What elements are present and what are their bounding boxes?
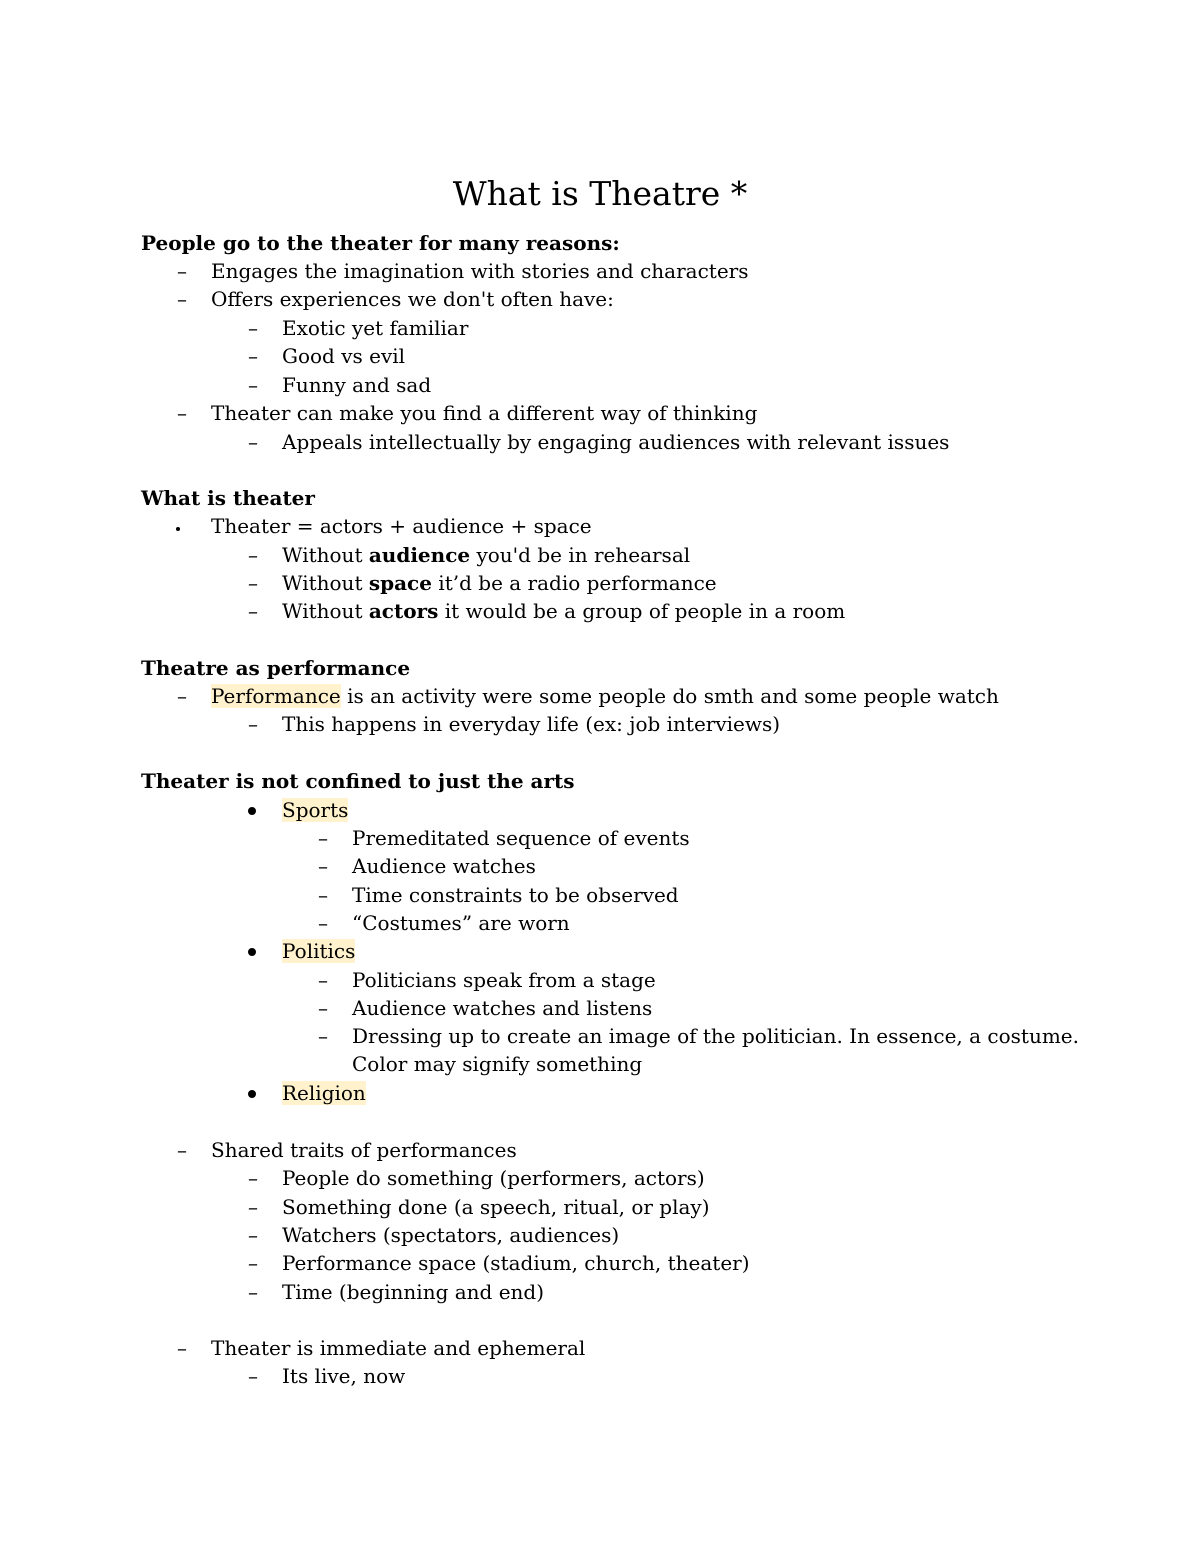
dash-marker: – (177, 1138, 187, 1162)
list-item (282, 937, 355, 965)
bullet-dot (248, 948, 256, 956)
section-heading-reasons: People go to the theater for many reasons: (141, 231, 620, 255)
list-item (282, 541, 690, 569)
dash-marker: – (248, 1166, 258, 1190)
list-item: Its live, now (282, 1364, 406, 1388)
dash-marker: – (318, 911, 328, 935)
list-item: Watchers (spectators, audiences) (282, 1223, 620, 1247)
dash-marker: – (177, 287, 187, 311)
list-item: Theater = actors + audience + space (211, 514, 592, 538)
dash-marker: – (177, 684, 187, 708)
list-item: Time constraints to be observed (352, 883, 679, 907)
page-title: What is Theatre * (452, 174, 748, 213)
list-item: Time (beginning and end) (282, 1280, 545, 1304)
list-item: Exotic yet familiar (282, 316, 469, 340)
list-item (282, 796, 348, 824)
dash-marker: – (318, 1024, 328, 1048)
highlighted-text: Sports (282, 798, 349, 822)
dash-marker: – (248, 571, 258, 595)
dash-marker: – (248, 712, 258, 736)
dash-marker: – (248, 1195, 258, 1219)
list-item: Theater can make you find a different way of thinking (211, 401, 758, 425)
bold-text: audience (368, 543, 471, 567)
bold-text: space (368, 571, 432, 595)
list-item (211, 682, 999, 710)
dash-marker: – (248, 316, 258, 340)
section-heading-not-confined: Theater is not confined to just the arts (141, 769, 575, 793)
dash-marker: – (248, 1223, 258, 1247)
list-item: This happens in everyday life (ex: job interviews) (282, 712, 781, 736)
dash-marker: – (177, 259, 187, 283)
dash-marker: – (248, 1364, 258, 1388)
dash-marker: – (177, 401, 187, 425)
dash-marker: – (318, 854, 328, 878)
text-run: Without (282, 571, 369, 595)
bullet-dot (248, 807, 256, 815)
text-run: you'd be in rehearsal (470, 543, 691, 567)
list-item: Offers experiences we don't often have: (211, 287, 614, 311)
dash-marker: – (177, 1336, 187, 1360)
list-item (282, 597, 845, 625)
highlighted-text: Performance (211, 684, 341, 708)
dash-marker: – (248, 344, 258, 368)
list-item: Funny and sad (282, 373, 432, 397)
list-item: Something done (a speech, ritual, or play) (282, 1195, 710, 1219)
list-item (282, 569, 717, 597)
list-item: Good vs evil (282, 344, 406, 368)
dash-marker: – (318, 968, 328, 992)
list-item: Politicians speak from a stage (352, 968, 656, 992)
dash-marker: – (248, 1251, 258, 1275)
dash-marker: – (318, 883, 328, 907)
list-item: Dressing up to create an image of the politician. In essence, a costume. (352, 1024, 1080, 1048)
list-item: Performance space (stadium, church, theater) (282, 1251, 750, 1275)
text-run: Without (282, 599, 369, 623)
section-heading-performance: Theatre as performance (141, 656, 411, 680)
list-item (282, 1079, 366, 1107)
list-item: Engages the imagination with stories and characters (211, 259, 749, 283)
highlighted-text: Politics (282, 939, 356, 963)
list-item: People do something (performers, actors) (282, 1166, 705, 1190)
dash-marker: – (318, 996, 328, 1020)
list-item: Audience watches (352, 854, 536, 878)
list-item: Audience watches and listens (352, 996, 653, 1020)
text-run: Without (282, 543, 369, 567)
list-item: Appeals intellectually by engaging audiences with relevant issues (282, 430, 950, 454)
dash-marker: – (248, 1280, 258, 1304)
list-item: Shared traits of performances (211, 1138, 517, 1162)
dash-marker: – (248, 543, 258, 567)
text-run: it would be a group of people in a room (438, 599, 846, 623)
highlighted-text: Religion (282, 1081, 366, 1105)
list-item-continuation: Color may signify something (352, 1052, 643, 1076)
dash-marker: – (248, 373, 258, 397)
dash-marker: – (248, 599, 258, 623)
text-run: it’d be a radio performance (431, 571, 717, 595)
list-item: Theater is immediate and ephemeral (211, 1336, 586, 1360)
dash-marker: – (248, 430, 258, 454)
bold-text: actors (368, 599, 439, 623)
list-item: “Costumes” are worn (352, 911, 570, 935)
bullet-dot (176, 527, 180, 531)
list-item: Premeditated sequence of events (352, 826, 690, 850)
dash-marker: – (318, 826, 328, 850)
section-heading-what-is-theater: What is theater (141, 486, 315, 510)
text-run: is an activity were some people do smth and some people watch (340, 684, 999, 708)
bullet-dot (248, 1090, 256, 1098)
